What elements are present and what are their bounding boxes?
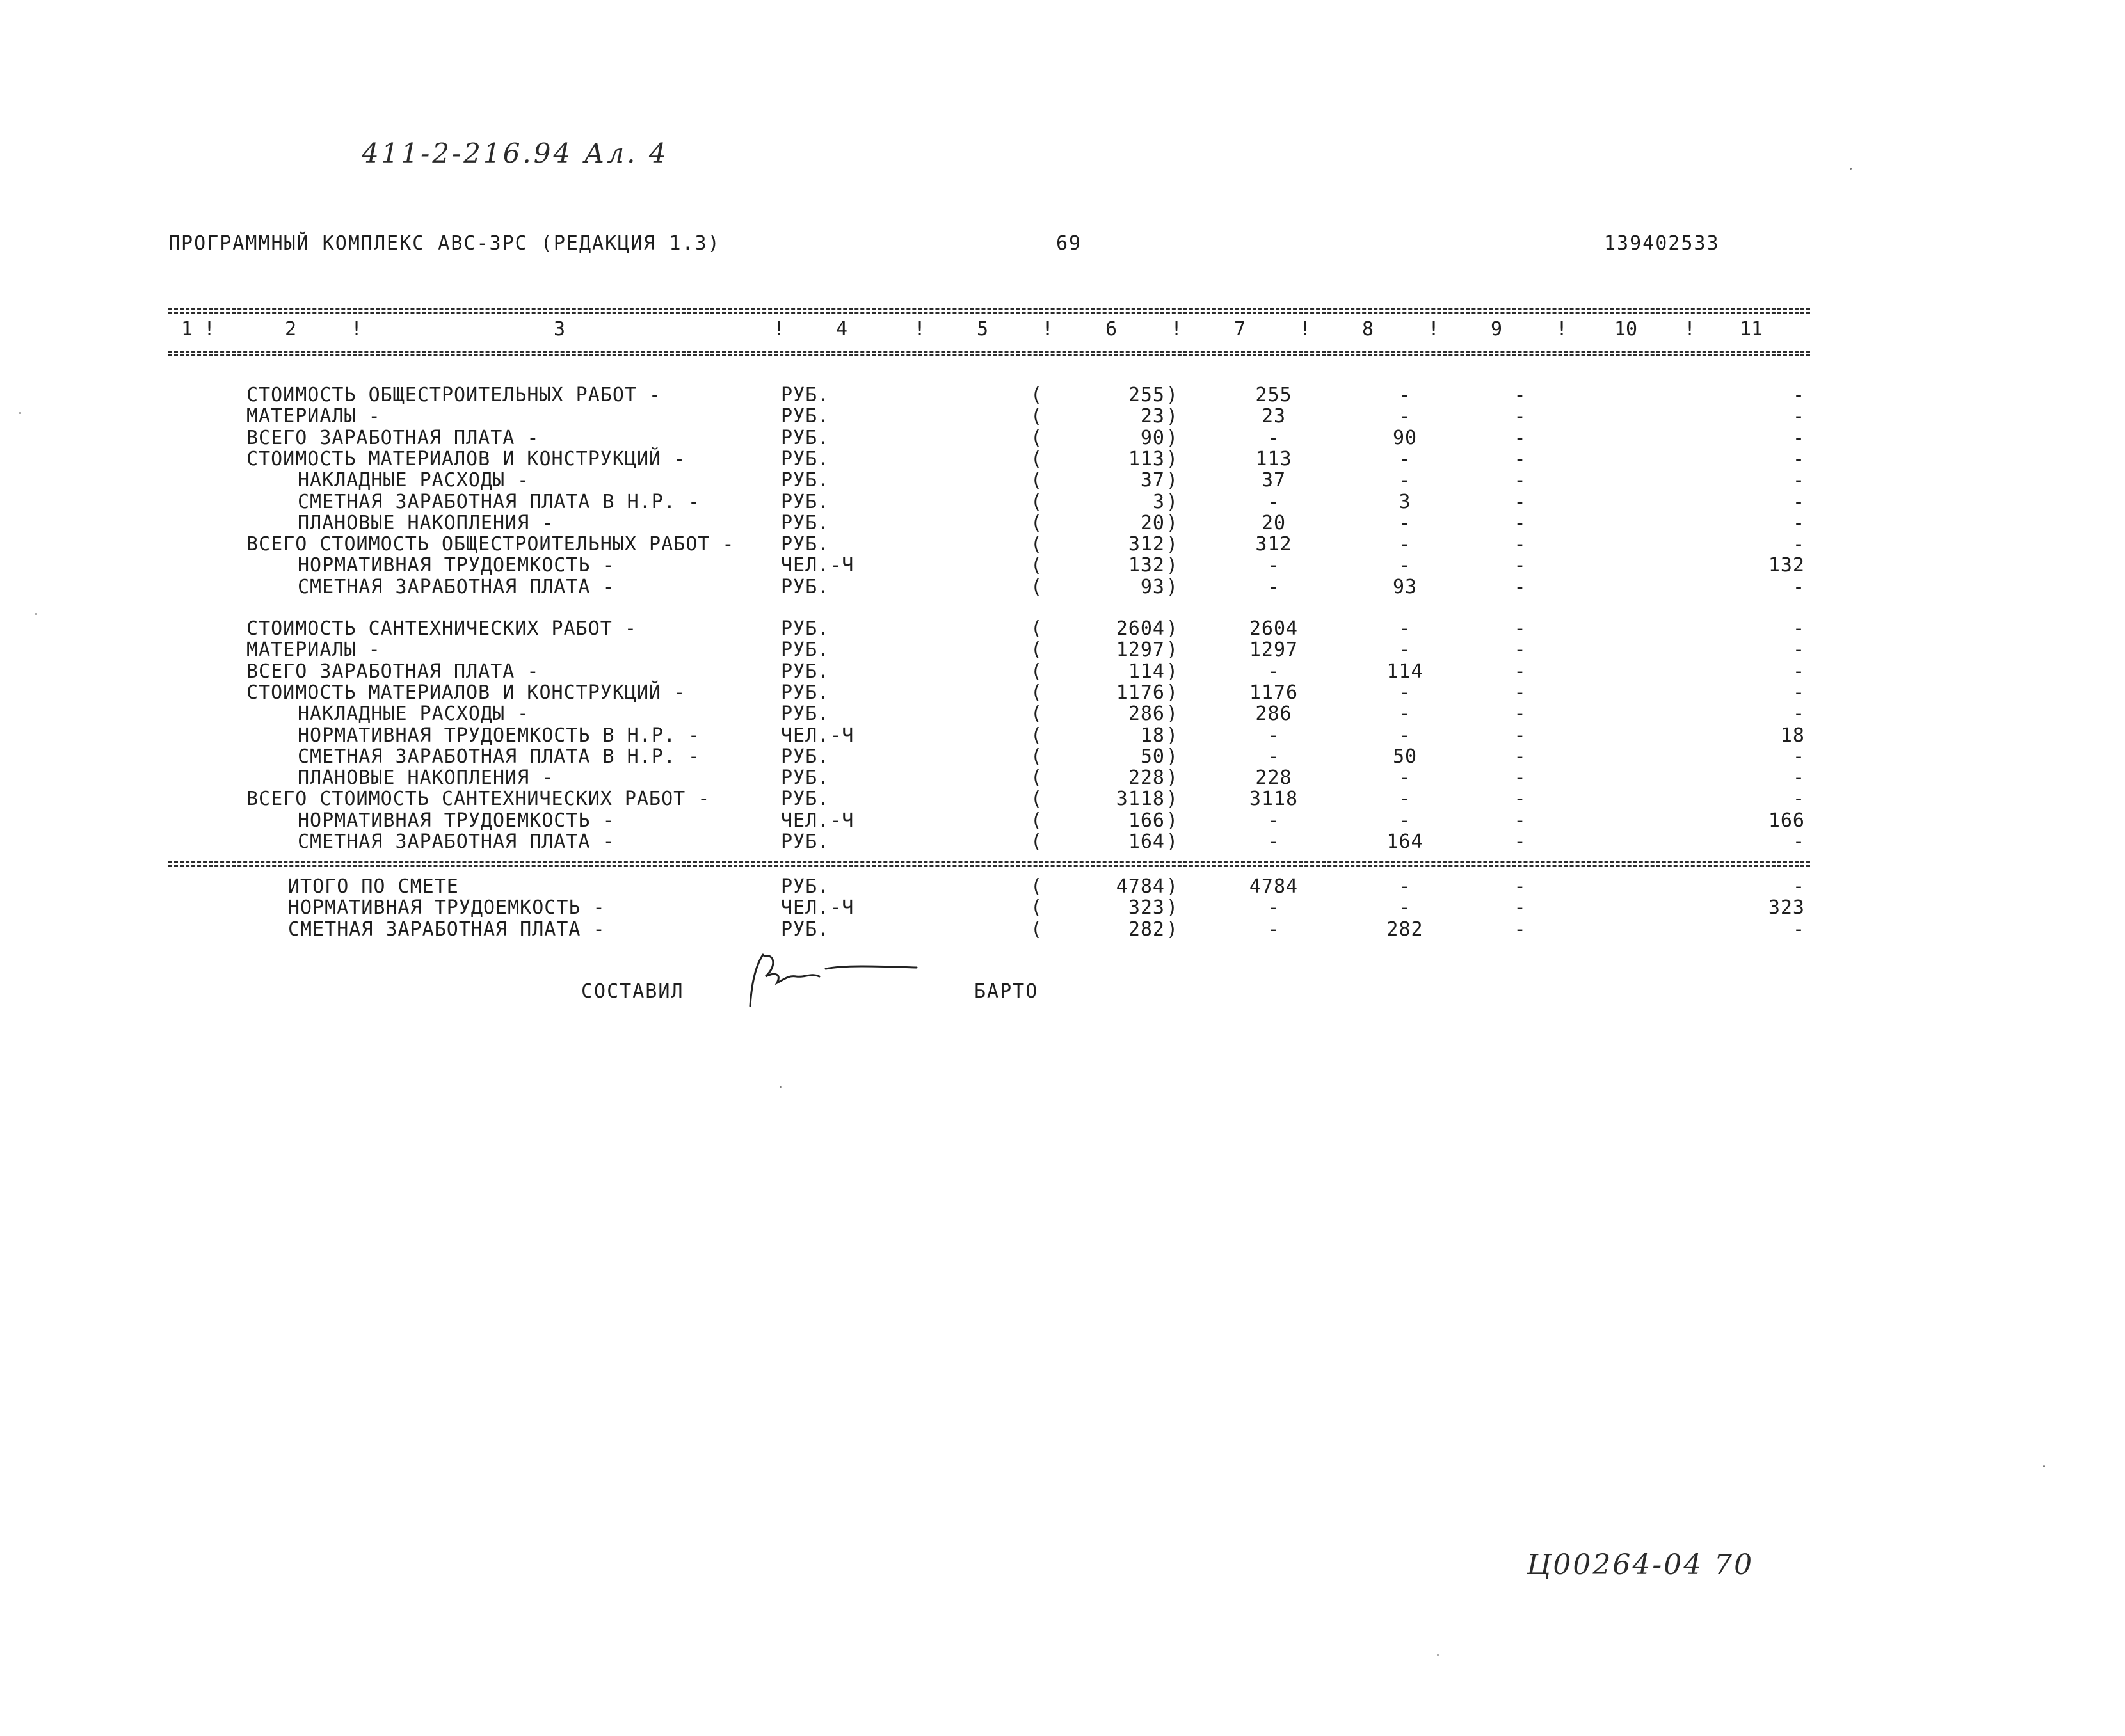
row-col7-value: 4784 [1249,875,1299,898]
row-close-paren: ) [1166,617,1179,640]
table-row [0,681,2125,703]
col-num-10: 10 [1614,318,1638,340]
row-col7-value: 228 [1255,767,1292,790]
table-row [0,576,2125,598]
row-col8-value: 93 [1392,575,1418,598]
row-col7-value: 23 [1261,405,1287,428]
col-separator: ! [914,318,926,340]
col-separator: ! [1428,318,1440,340]
row-col6-value: 3 [1152,490,1165,513]
row-col6-value: 132 [1128,554,1165,577]
row-open-paren: ( [1030,405,1043,428]
row-open-paren: ( [1030,617,1043,640]
row-col6-value: 312 [1128,533,1165,556]
row-label: НОРМАТИВНАЯ ТРУДОЕМКОСТЬ В Н.Р. - [298,724,701,747]
row-unit: РУБ. [781,788,830,811]
row-col8-value: - [1399,554,1411,577]
row-col11-value: - [1792,405,1805,428]
col-num-7: 7 [1234,318,1246,340]
row-col11-value: - [1792,681,1805,704]
row-col7-value: - [1267,831,1280,853]
row-col8-value: - [1399,405,1411,428]
row-col11-value: - [1792,918,1805,941]
row-col6-value: 1297 [1116,639,1165,662]
row-col6-value: 166 [1128,809,1165,832]
row-col9-value: - [1514,447,1527,470]
row-open-paren: ( [1030,490,1043,513]
table-row [0,918,2125,940]
row-col6-value: 323 [1128,896,1165,920]
totals-rule [168,861,1810,863]
row-unit: РУБ. [781,745,830,768]
row-col11-value: - [1792,575,1805,598]
row-col8-value: - [1399,767,1411,790]
row-unit: РУБ. [781,639,830,662]
table-row [0,767,2125,788]
row-open-paren: ( [1030,681,1043,704]
row-col9-value: - [1514,384,1527,406]
row-label: СМЕТНАЯ ЗАРАБОТНАЯ ПЛАТА В Н.Р. - [298,490,701,513]
compiler-name: БАРТО [974,980,1039,1003]
row-col9-value: - [1514,511,1527,534]
table-row [0,554,2125,576]
col-separator: ! [1556,318,1568,340]
row-col8-value: - [1399,809,1411,832]
row-col6-value: 113 [1128,447,1165,470]
row-open-paren: ( [1030,918,1043,941]
table-row [0,512,2125,534]
row-col9-value: - [1514,724,1527,747]
row-label: ПЛАНОВЫЕ НАКОПЛЕНИЯ - [298,511,554,534]
row-label: СТОИМОСТЬ МАТЕРИАЛОВ И КОНСТРУКЦИЙ - [246,447,686,470]
row-unit: РУБ. [781,575,830,598]
document-id: 139402533 [1604,232,1720,255]
row-col11-value: 323 [1768,896,1805,920]
row-unit: РУБ. [781,490,830,513]
header-bottom-rule [168,351,1810,353]
row-label: СМЕТНАЯ ЗАРАБОТНАЯ ПЛАТА - [298,831,615,853]
row-col11-value: - [1792,831,1805,853]
row-unit: РУБ. [781,533,830,556]
row-unit: РУБ. [781,617,830,640]
row-col11-value: - [1792,660,1805,683]
row-col9-value: - [1514,809,1527,832]
row-col6-value: 3118 [1116,788,1165,811]
row-close-paren: ) [1166,660,1179,683]
row-col9-value: - [1514,575,1527,598]
row-col11-value: - [1792,426,1805,449]
row-col7-value: - [1267,490,1280,513]
row-col8-value: 90 [1392,426,1418,449]
row-col6-value: 228 [1128,767,1165,790]
col-separator: ! [204,318,216,340]
signature [749,947,922,1011]
row-close-paren: ) [1166,767,1179,790]
row-unit: РУБ. [781,918,830,941]
col-num-3: 3 [554,318,566,340]
row-open-paren: ( [1030,831,1043,853]
row-unit: РУБ. [781,875,830,898]
row-col7-value: 312 [1255,533,1292,556]
row-col11-value: - [1792,511,1805,534]
row-col11-value: 18 [1780,724,1805,747]
row-col9-value: - [1514,745,1527,768]
row-close-paren: ) [1166,896,1179,920]
row-col9-value: - [1514,703,1527,726]
row-col6-value: 286 [1128,703,1165,726]
archive-code: Ц00264-04 70 [1527,1549,1754,1581]
row-label: СМЕТНАЯ ЗАРАБОТНАЯ ПЛАТА В Н.Р. - [298,745,701,768]
row-col7-value: 3118 [1249,788,1299,811]
row-col8-value: 164 [1386,831,1423,853]
row-col11-value: - [1792,447,1805,470]
row-close-paren: ) [1166,533,1179,556]
row-col11-value: - [1792,639,1805,662]
row-unit: ЧЕЛ.-Ч [781,896,854,920]
row-col11-value: - [1792,490,1805,513]
scan-speck [2043,1465,2045,1467]
row-label: СТОИМОСТЬ ОБЩЕСТРОИТЕЛЬНЫХ РАБОТ - [246,384,662,406]
row-col8-value: - [1399,447,1411,470]
row-col7-value: 20 [1261,511,1287,534]
row-col6-value: 37 [1140,469,1165,492]
row-label: НАКЛАДНЫЕ РАСХОДЫ - [298,703,530,726]
row-col11-value: - [1792,533,1805,556]
row-col8-value: - [1399,469,1411,492]
row-label: НОРМАТИВНАЯ ТРУДОЕМКОСТЬ - [298,554,615,577]
row-close-paren: ) [1166,639,1179,662]
row-open-paren: ( [1030,533,1043,556]
row-col7-value: 255 [1255,384,1292,406]
row-col6-value: 18 [1140,724,1165,747]
row-col7-value: - [1267,745,1280,768]
row-col7-value: - [1267,575,1280,598]
row-col7-value: - [1267,660,1280,683]
row-col8-value: - [1399,703,1411,726]
table-top-rule-2 [168,312,1810,314]
row-col6-value: 20 [1140,511,1165,534]
row-col7-value: - [1267,918,1280,941]
row-unit: РУБ. [781,384,830,406]
table-row [0,809,2125,831]
table-row [0,831,2125,852]
table-row [0,448,2125,470]
row-unit: РУБ. [781,469,830,492]
row-label: СТОИМОСТЬ САНТЕХНИЧЕСКИХ РАБОТ - [246,617,637,640]
row-open-paren: ( [1030,554,1043,577]
row-col9-value: - [1514,639,1527,662]
row-close-paren: ) [1166,681,1179,704]
row-col8-value: - [1399,384,1411,406]
row-open-paren: ( [1030,575,1043,598]
row-col9-value: - [1514,554,1527,577]
row-col6-value: 255 [1128,384,1165,406]
row-col7-value: - [1267,554,1280,577]
table-row [0,384,2125,406]
header-bottom-rule-2 [168,354,1810,356]
col-num-5: 5 [977,318,989,340]
scan-speck [1437,1654,1439,1656]
row-col7-value: 113 [1255,447,1292,470]
row-label: МАТЕРИАЛЫ - [246,639,381,662]
row-open-paren: ( [1030,660,1043,683]
row-col6-value: 4784 [1116,875,1165,898]
compiled-by-label: СОСТАВИЛ [581,980,684,1003]
row-col8-value: 50 [1392,745,1418,768]
row-unit: РУБ. [781,405,830,428]
row-col9-value: - [1514,490,1527,513]
table-row [0,639,2125,660]
row-col8-value: - [1399,511,1411,534]
col-num-1: 1 [181,318,193,340]
row-close-paren: ) [1166,490,1179,513]
table-top-rule [168,308,1810,310]
row-col11-value: 132 [1768,554,1805,577]
row-open-paren: ( [1030,745,1043,768]
row-close-paren: ) [1166,554,1179,577]
row-close-paren: ) [1166,469,1179,492]
table-row [0,660,2125,682]
row-unit: РУБ. [781,511,830,534]
row-col9-value: - [1514,767,1527,790]
col-separator: ! [1299,318,1311,340]
row-col6-value: 90 [1140,426,1165,449]
row-open-paren: ( [1030,767,1043,790]
row-unit: РУБ. [781,767,830,790]
row-col7-value: - [1267,426,1280,449]
row-close-paren: ) [1166,575,1179,598]
row-unit: РУБ. [781,660,830,683]
row-label: ИТОГО ПО СМЕТЕ [288,875,459,898]
row-col6-value: 114 [1128,660,1165,683]
row-close-paren: ) [1166,703,1179,726]
row-col6-value: 93 [1140,575,1165,598]
table-row [0,724,2125,746]
row-close-paren: ) [1166,405,1179,428]
table-row [0,875,2125,897]
row-unit: РУБ. [781,426,830,449]
row-open-paren: ( [1030,896,1043,920]
row-open-paren: ( [1030,639,1043,662]
row-col9-value: - [1514,681,1527,704]
col-num-6: 6 [1105,318,1118,340]
row-col11-value: - [1792,767,1805,790]
col-separator: ! [1684,318,1696,340]
row-col11-value: - [1792,617,1805,640]
row-col7-value: 1297 [1249,639,1299,662]
row-unit: ЧЕЛ.-Ч [781,724,854,747]
row-col8-value: 3 [1399,490,1411,513]
row-unit: ЧЕЛ.-Ч [781,809,854,832]
row-col9-value: - [1514,660,1527,683]
row-col7-value: - [1267,809,1280,832]
row-open-paren: ( [1030,426,1043,449]
col-separator: ! [1042,318,1054,340]
row-open-paren: ( [1030,724,1043,747]
table-row [0,745,2125,767]
handwritten-doc-code: 411-2-216.94 Ал. 4 [362,138,669,169]
row-col11-value: 166 [1768,809,1805,832]
row-open-paren: ( [1030,875,1043,898]
row-label: НАКЛАДНЫЕ РАСХОДЫ - [298,469,530,492]
row-col8-value: - [1399,617,1411,640]
col-num-4: 4 [836,318,848,340]
row-col8-value: - [1399,788,1411,811]
row-col8-value: - [1399,724,1411,747]
scan-speck [35,613,37,615]
row-close-paren: ) [1166,918,1179,941]
row-unit: РУБ. [781,681,830,704]
row-col9-value: - [1514,617,1527,640]
row-col8-value: - [1399,875,1411,898]
row-close-paren: ) [1166,745,1179,768]
row-col8-value: - [1399,681,1411,704]
page-number: 69 [1056,232,1082,255]
row-col7-value: 286 [1255,703,1292,726]
row-close-paren: ) [1166,788,1179,811]
row-label: ВСЕГО СТОИМОСТЬ ОБЩЕСТРОИТЕЛЬНЫХ РАБОТ - [246,533,735,556]
row-open-paren: ( [1030,809,1043,832]
row-unit: РУБ. [781,831,830,853]
row-label: ПЛАНОВЫЕ НАКОПЛЕНИЯ - [298,767,554,790]
col-num-8: 8 [1362,318,1374,340]
row-close-paren: ) [1166,447,1179,470]
row-col9-value: - [1514,918,1527,941]
row-col11-value: - [1792,384,1805,406]
row-label: ВСЕГО ЗАРАБОТНАЯ ПЛАТА - [246,426,540,449]
row-col9-value: - [1514,405,1527,428]
row-col6-value: 50 [1140,745,1165,768]
row-open-paren: ( [1030,511,1043,534]
row-col7-value: 2604 [1249,617,1299,640]
row-col11-value: - [1792,788,1805,811]
row-label: НОРМАТИВНАЯ ТРУДОЕМКОСТЬ - [288,896,605,920]
row-col11-value: - [1792,703,1805,726]
row-label: СМЕТНАЯ ЗАРАБОТНАЯ ПЛАТА - [298,575,615,598]
row-open-paren: ( [1030,788,1043,811]
row-col8-value: - [1399,896,1411,920]
row-col11-value: - [1792,875,1805,898]
row-col9-value: - [1514,875,1527,898]
row-close-paren: ) [1166,875,1179,898]
row-col6-value: 23 [1140,405,1165,428]
row-label: НОРМАТИВНАЯ ТРУДОЕМКОСТЬ - [298,809,615,832]
row-col11-value: - [1792,469,1805,492]
table-row [0,617,2125,639]
row-col8-value: 282 [1386,918,1423,941]
row-close-paren: ) [1166,724,1179,747]
row-col7-value: - [1267,724,1280,747]
row-open-paren: ( [1030,703,1043,726]
table-row [0,405,2125,427]
row-col9-value: - [1514,896,1527,920]
row-label: ВСЕГО СТОИМОСТЬ САНТЕХНИЧЕСКИХ РАБОТ - [246,788,710,811]
row-label: ВСЕГО ЗАРАБОТНАЯ ПЛАТА - [246,660,540,683]
row-open-paren: ( [1030,469,1043,492]
row-label: СМЕТНАЯ ЗАРАБОТНАЯ ПЛАТА - [288,918,605,941]
row-open-paren: ( [1030,384,1043,406]
col-num-9: 9 [1491,318,1503,340]
row-close-paren: ) [1166,426,1179,449]
program-title: ПРОГРАММНЫЙ КОМПЛЕКС АВС-3РС (РЕДАКЦИЯ 1.3) [168,232,721,255]
row-col7-value: 37 [1261,469,1287,492]
row-close-paren: ) [1166,511,1179,534]
table-row [0,703,2125,724]
row-col6-value: 2604 [1116,617,1165,640]
row-unit: РУБ. [781,447,830,470]
row-close-paren: ) [1166,384,1179,406]
col-num-11: 11 [1740,318,1763,340]
table-row [0,788,2125,809]
totals-rule-2 [168,865,1810,867]
table-row [0,427,2125,449]
col-separator: ! [351,318,363,340]
col-separator: ! [773,318,785,340]
row-col9-value: - [1514,533,1527,556]
scan-speck [780,1086,782,1088]
row-col7-value: - [1267,896,1280,920]
row-col8-value: - [1399,533,1411,556]
row-unit: РУБ. [781,703,830,726]
row-col7-value: 1176 [1249,681,1299,704]
row-col6-value: 164 [1128,831,1165,853]
row-col8-value: - [1399,639,1411,662]
row-close-paren: ) [1166,809,1179,832]
table-row [0,896,2125,918]
scan-speck [19,412,21,414]
col-num-2: 2 [285,318,297,340]
col-separator: ! [1171,318,1183,340]
row-col9-value: - [1514,426,1527,449]
row-label: СТОИМОСТЬ МАТЕРИАЛОВ И КОНСТРУКЦИЙ - [246,681,686,704]
row-open-paren: ( [1030,447,1043,470]
row-col6-value: 1176 [1116,681,1165,704]
row-col9-value: - [1514,788,1527,811]
row-col8-value: 114 [1386,660,1423,683]
row-unit: ЧЕЛ.-Ч [781,554,854,577]
row-col11-value: - [1792,745,1805,768]
table-row [0,469,2125,491]
scan-speck [1850,168,1852,170]
row-col9-value: - [1514,831,1527,853]
row-label: МАТЕРИАЛЫ - [246,405,381,428]
row-col6-value: 282 [1128,918,1165,941]
table-row [0,491,2125,513]
table-row [0,533,2125,555]
row-close-paren: ) [1166,831,1179,853]
row-col9-value: - [1514,469,1527,492]
